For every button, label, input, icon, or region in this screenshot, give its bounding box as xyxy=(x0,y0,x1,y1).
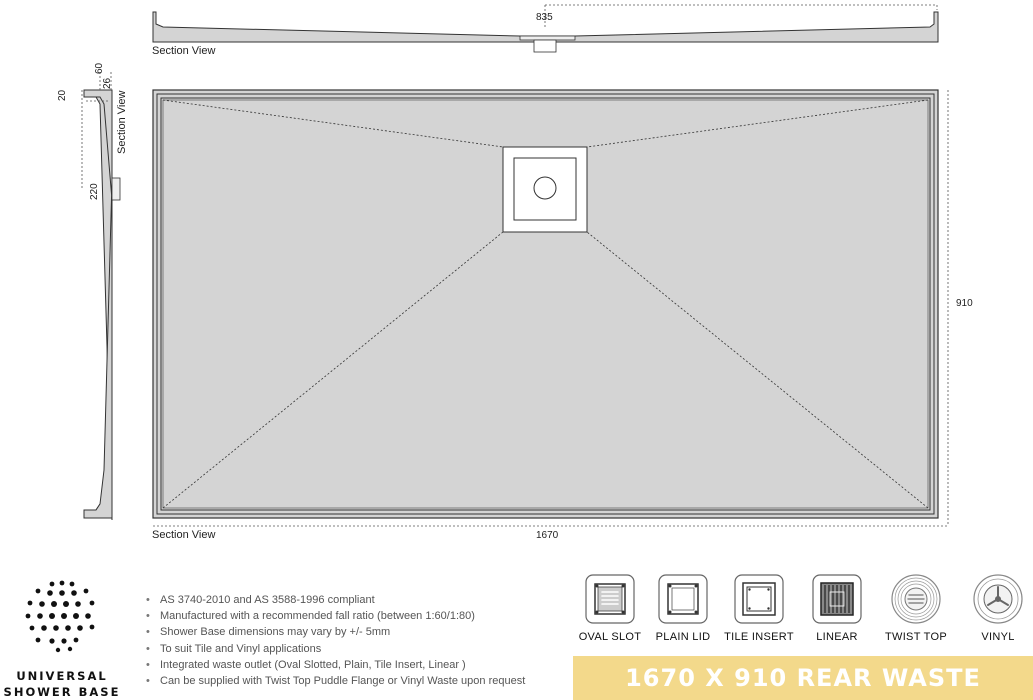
option-label: LINEAR xyxy=(816,631,858,643)
dim-depth: 910 xyxy=(956,298,973,309)
dim-half-width: 835 xyxy=(536,12,553,23)
plan-view xyxy=(152,90,973,541)
option-linear xyxy=(799,573,875,643)
bottom-section-label: Section View xyxy=(152,529,216,541)
feature-item: • Integrated waste outlet (Oval Slotted, Plain, Tile Insert, Linear ) xyxy=(146,657,525,673)
feature-item: • To suit Tile and Vinyl applications xyxy=(146,641,525,657)
option-tile-insert xyxy=(721,573,797,643)
vinyl-icon xyxy=(972,573,1024,625)
option-plain-lid xyxy=(645,573,721,643)
dim-width: 1670 xyxy=(536,530,559,541)
twist-top-icon xyxy=(890,573,942,625)
feature-list xyxy=(146,592,525,689)
feature-item: • AS 3740-2010 and AS 3588-1996 compliant xyxy=(146,592,525,608)
feature-item: • Shower Base dimensions may vary by +/- 5mm xyxy=(146,624,525,640)
linear-icon xyxy=(811,573,863,625)
product-title-banner xyxy=(573,656,1033,700)
top-section-label: Section View xyxy=(152,45,216,57)
dim-26: 26 xyxy=(102,77,113,89)
option-oval-slot xyxy=(572,573,648,643)
dim-220: 220 xyxy=(89,183,100,200)
dim-20: 20 xyxy=(57,89,68,101)
feature-item: • Manufactured with a recommended fall ratio (between 1:60/1:80) xyxy=(146,608,525,624)
option-label: PLAIN LID xyxy=(655,631,711,643)
brand-line-2: SHOWER BASE xyxy=(3,685,121,699)
brand-line-1: UNIVERSAL xyxy=(16,669,108,683)
plain-lid-icon xyxy=(657,573,709,625)
brand-name xyxy=(0,668,124,700)
oval-slot-icon xyxy=(584,573,636,625)
option-label: TILE INSERT xyxy=(724,631,794,643)
top-section-view xyxy=(152,5,938,57)
option-label: OVAL SLOT xyxy=(578,631,642,643)
option-label: VINYL xyxy=(981,631,1015,643)
tile-insert-icon xyxy=(733,573,785,625)
side-section-label: Section View xyxy=(116,90,128,154)
option-vinyl xyxy=(960,573,1033,643)
side-section-view xyxy=(57,62,128,520)
product-title: 1670 X 910 REAR WASTE xyxy=(625,664,981,692)
option-twist-top xyxy=(878,573,954,643)
option-label: TWIST TOP xyxy=(885,631,947,643)
dim-60: 60 xyxy=(94,62,105,74)
feature-item: • Can be supplied with Twist Top Puddle Flange or Vinyl Waste upon request xyxy=(146,673,525,689)
